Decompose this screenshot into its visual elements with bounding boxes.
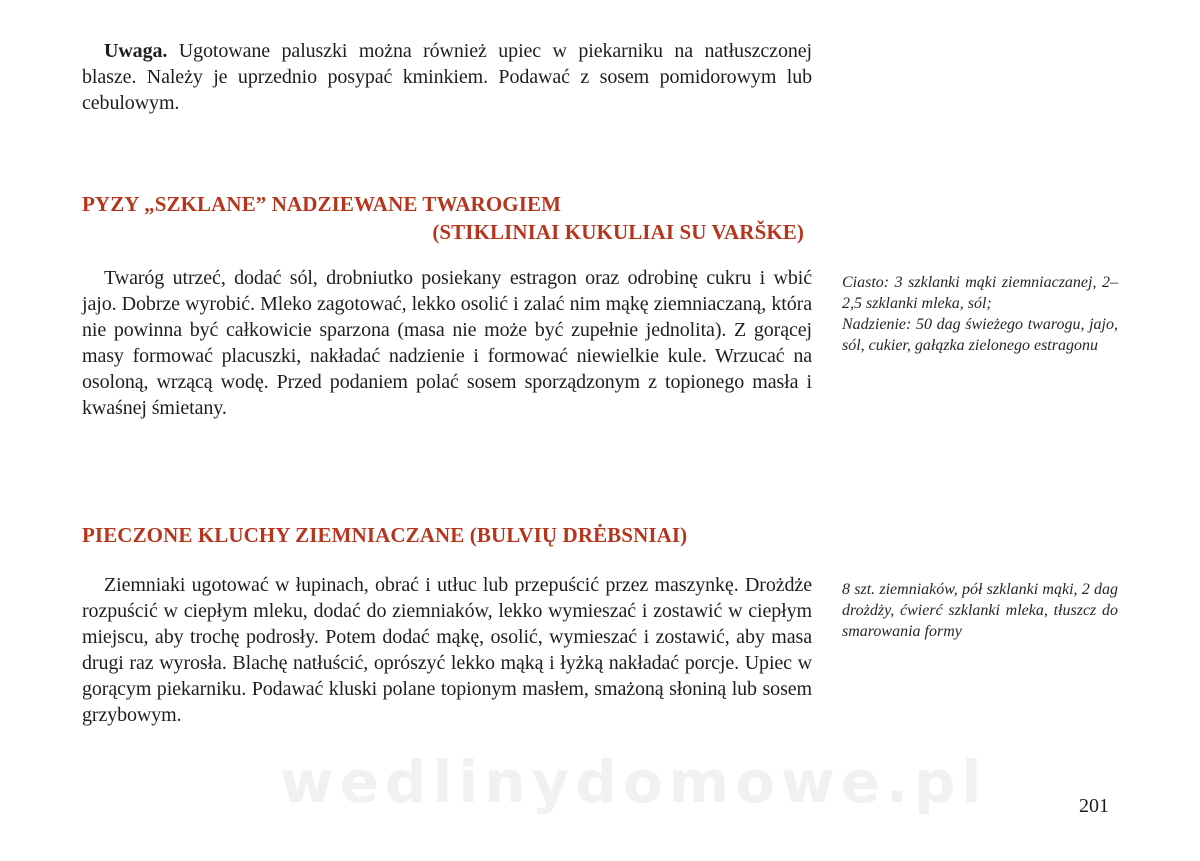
recipe1-title-line2: (STIKLINIAI KUKULIAI SU VARŠKE): [432, 220, 804, 244]
recipe1-ingredients: [842, 272, 1118, 356]
page-number: 201: [1079, 795, 1109, 817]
recipe1-ingredients-filling: Nadzienie: 50 dag świeżego twarogu, jajo, sól, cukier, gałązka zielonego estragonu: [842, 316, 1118, 354]
recipe2-title: [82, 521, 804, 549]
recipe1-title-line1: PYZY „SZKLANE” NADZIEWANE TWAROGIEM: [82, 192, 561, 216]
recipe1-ingredients-dough: Ciasto: 3 szklanki mąki ziemniaczanej, 2–2,5 szklanki mleka, sól;: [842, 274, 1118, 312]
recipe1-title: [82, 190, 804, 246]
recipe2-body: [82, 572, 812, 728]
recipe2-ingredients: [842, 579, 1118, 642]
note-text: Ugotowane paluszki można również upiec w piekarniku na natłuszczonej blaszе. Należy je uprzednio posypać kminkiem. Podawać z sosem pomidorowym lub cebulowym.: [82, 40, 812, 114]
recipe1-body-text: Twaróg utrzeć, dodać sól, drobniutko posiekany estragon oraz odrobinę cukru i wbić jajo. Dobrze wyrobić. Mleko zagotować, lekko osolić i zalać nim mąkę ziemniaczaną, która nie powinna być całkowicie sparzona (masa nie może być zupełnie jednolita). Z gorącej masy formować placuszki, nakładać nadzienie i formować niewielkie kule. Wrzucać na osoloną, wrzącą wodę. Przed podaniem polać sosem sporządzonym z topionego masła i kwaśnej śmietany.: [82, 267, 812, 419]
note-label: Uwaga.: [104, 40, 168, 62]
watermark: wedlinydomowe.pl: [280, 748, 988, 816]
recipe2-body-text: Ziemniaki ugotować w łupinach, obrać i utłuc lub przepuścić przez maszynkę. Drożdże rozpuścić w ciepłym mleku, dodać do ziemniaków, lekko wymieszać i zostawić w ciepłym miejscu, aby trochę podrosły. Potem dodać mąkę, osolić, wymieszać i zostawić, aby masa drugi raz wyrosła. Blachę natłuścić, oprószyć lekko mąką i łyżką nakładać porcje. Upiec w gorącym piekarniku. Podawać kluski polane topionym masłem, smażoną słoniną lub sosem grzybowym.: [82, 574, 812, 726]
note-paragraph: [82, 38, 812, 116]
recipe2-ingredients-text: 8 szt. ziemniaków, pół szklanki mąki, 2 dag drożdży, ćwierć szklanki mleka, tłuszcz do smarowania formy: [842, 581, 1118, 640]
recipe1-body: [82, 265, 812, 421]
recipe2-title-text: PIECZONE KLUCHY ZIEMNIACZANE (BULVIŲ DRĖBSNIAI): [82, 523, 688, 547]
